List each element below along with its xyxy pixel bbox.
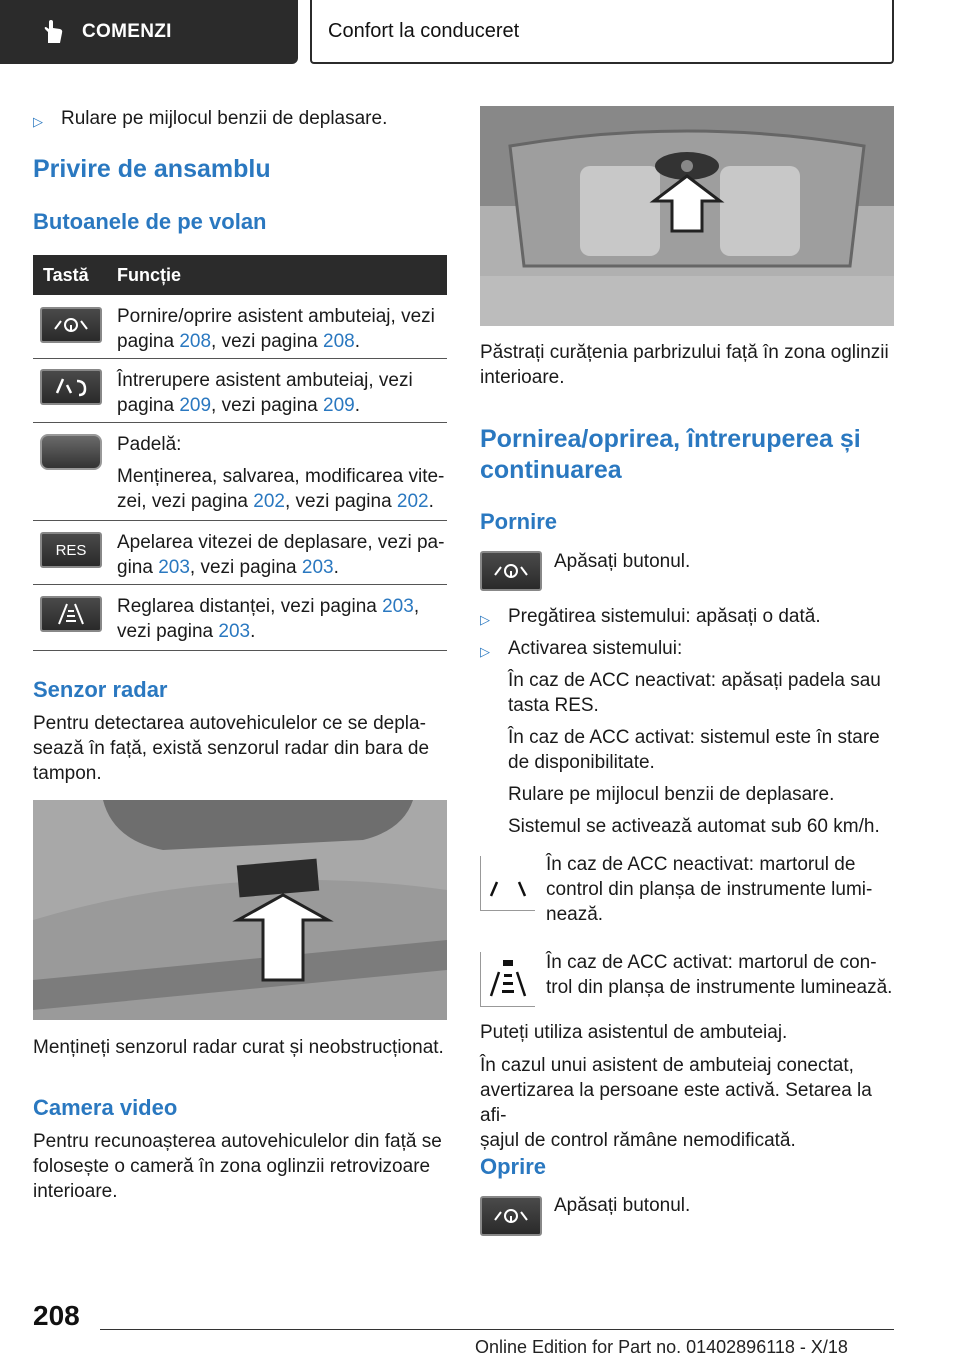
section-header [310, 0, 894, 64]
press-button-text: Apăsați butonul. [554, 1195, 691, 1216]
acc-interrupt-key-icon [40, 369, 102, 405]
list-item: ▷ Activarea sistemului: [480, 636, 894, 664]
page-number: 208 [33, 1300, 80, 1331]
heading-start: Pornire [480, 509, 558, 534]
footer-divider [100, 1329, 894, 1330]
table-row: Reglarea distanței, vezi pagina 203, vezi pagina 203. [117, 596, 420, 642]
column-function: Funcție [117, 265, 182, 285]
acc-inactive-indicator-icon [480, 856, 535, 911]
edition-text: Online Edition for Part no. 01402896118 - X/18 [475, 1337, 848, 1357]
page-link[interactable]: 202 [253, 491, 285, 512]
heading-radar-sensor: Senzor radar [33, 677, 168, 702]
page-link[interactable]: 209 [323, 395, 355, 416]
column-key: Tastă [43, 265, 89, 285]
page-link[interactable]: 203 [158, 557, 190, 578]
activation-details: În caz de ACC neactivat: apăsați padela sau tasta RES. În caz de ACC activat: sistemul este în stare de disponibilitate. Rulare pe mijlocul benzii de deplasare. Sistemul se activează automat sub 60 km/h. [508, 670, 881, 837]
radar-paragraph: Pentru detectarea autovehiculelor ce se depla- sează în față, există senzorul radar din bara de tampon. [33, 713, 430, 784]
indicator-text: În caz de ACC activat: martorul de con- trol din planșa de instrumente luminează. [546, 952, 893, 998]
table-header [33, 255, 447, 295]
list-item: ▷ Rulare pe mijlocul benzii de deplasare. [33, 106, 447, 134]
heading-stop: Oprire [480, 1154, 547, 1179]
heading-camera: Camera video [33, 1095, 178, 1120]
res-key-icon: RES [40, 532, 102, 568]
chapter-tab [0, 0, 298, 64]
heading-steering-buttons: Butoanele de pe volan [33, 209, 267, 234]
chapter-label: COMENZI [82, 21, 172, 42]
indicator-text: În caz de ACC neactivat: martorul de control din planșa de instrumente lumi- nează. [546, 854, 873, 925]
heading-start-stop: Pornirea/oprirea, întreruperea și continuarea [480, 425, 861, 484]
hand-icon [40, 19, 66, 45]
page-link[interactable]: 203 [218, 621, 251, 642]
triangle-bullet-icon: ▷ [480, 612, 490, 627]
list-item: ▷ Pregătirea sistemului: apăsați o dată. [480, 604, 894, 632]
section-title: Confort la conduceret [328, 19, 520, 42]
page-link[interactable]: 208 [179, 331, 212, 352]
distance-key-icon [40, 596, 102, 632]
acc-toggle-key-icon [40, 307, 102, 343]
heading-overview: Privire de ansamblu [33, 155, 271, 183]
page-link[interactable]: 203 [301, 557, 334, 578]
page-link[interactable]: 202 [396, 491, 429, 512]
press-button-text: Apăsați butonul. [554, 551, 691, 572]
table-row: Padelă: Menținerea, salvarea, modificarea vite- zei, vezi pagina 202, vezi pagina 202. [117, 434, 445, 512]
windshield-camera-photo [480, 106, 894, 326]
triangle-bullet-icon: ▷ [33, 114, 43, 129]
row-divider [33, 520, 447, 521]
row-divider [33, 584, 447, 585]
row-divider [33, 650, 447, 651]
camera-paragraph: Pentru recunoașterea autovehiculelor din față se folosește o cameră în zona oglinzii retrovizoare interioare. [33, 1131, 442, 1202]
row-divider [33, 358, 447, 359]
camera-caption: Păstrați curățenia parbrizului față în zona oglinzii interioare. [480, 342, 889, 388]
table-row: Întrerupere asistent ambuteiaj, vezi pagina 209, vezi pagina 209. [117, 370, 413, 416]
page-link[interactable]: 208 [323, 331, 355, 352]
pedestrian-warning-paragraph: În cazul unui asistent de ambuteiaj conectat, avertizarea la persoane este activă. Setarea la afi- șajul de control rămâne nemodificată. [480, 1055, 872, 1151]
table-row: Apelarea vitezei de deplasare, vezi pa- gina 203, vezi pagina 203. [117, 532, 445, 578]
acc-toggle-key-icon [480, 551, 542, 591]
row-divider [33, 422, 447, 423]
radar-sensor-photo [33, 800, 447, 1020]
triangle-bullet-icon: ▷ [480, 644, 490, 659]
acc-toggle-key-icon [480, 1196, 542, 1236]
traffic-jam-paragraph: Puteți utiliza asistentul de ambuteiaj. [480, 1022, 788, 1043]
radar-caption: Mențineți senzorul radar curat și neobstrucționat. [33, 1037, 444, 1058]
paddle-icon [40, 434, 102, 470]
page-link[interactable]: 203 [382, 596, 414, 617]
acc-active-indicator-icon [480, 952, 535, 1007]
table-row: Pornire/oprire asistent ambuteiaj, vezi pagina 208, vezi pagina 208. [117, 306, 435, 352]
page-link[interactable]: 209 [179, 395, 212, 416]
